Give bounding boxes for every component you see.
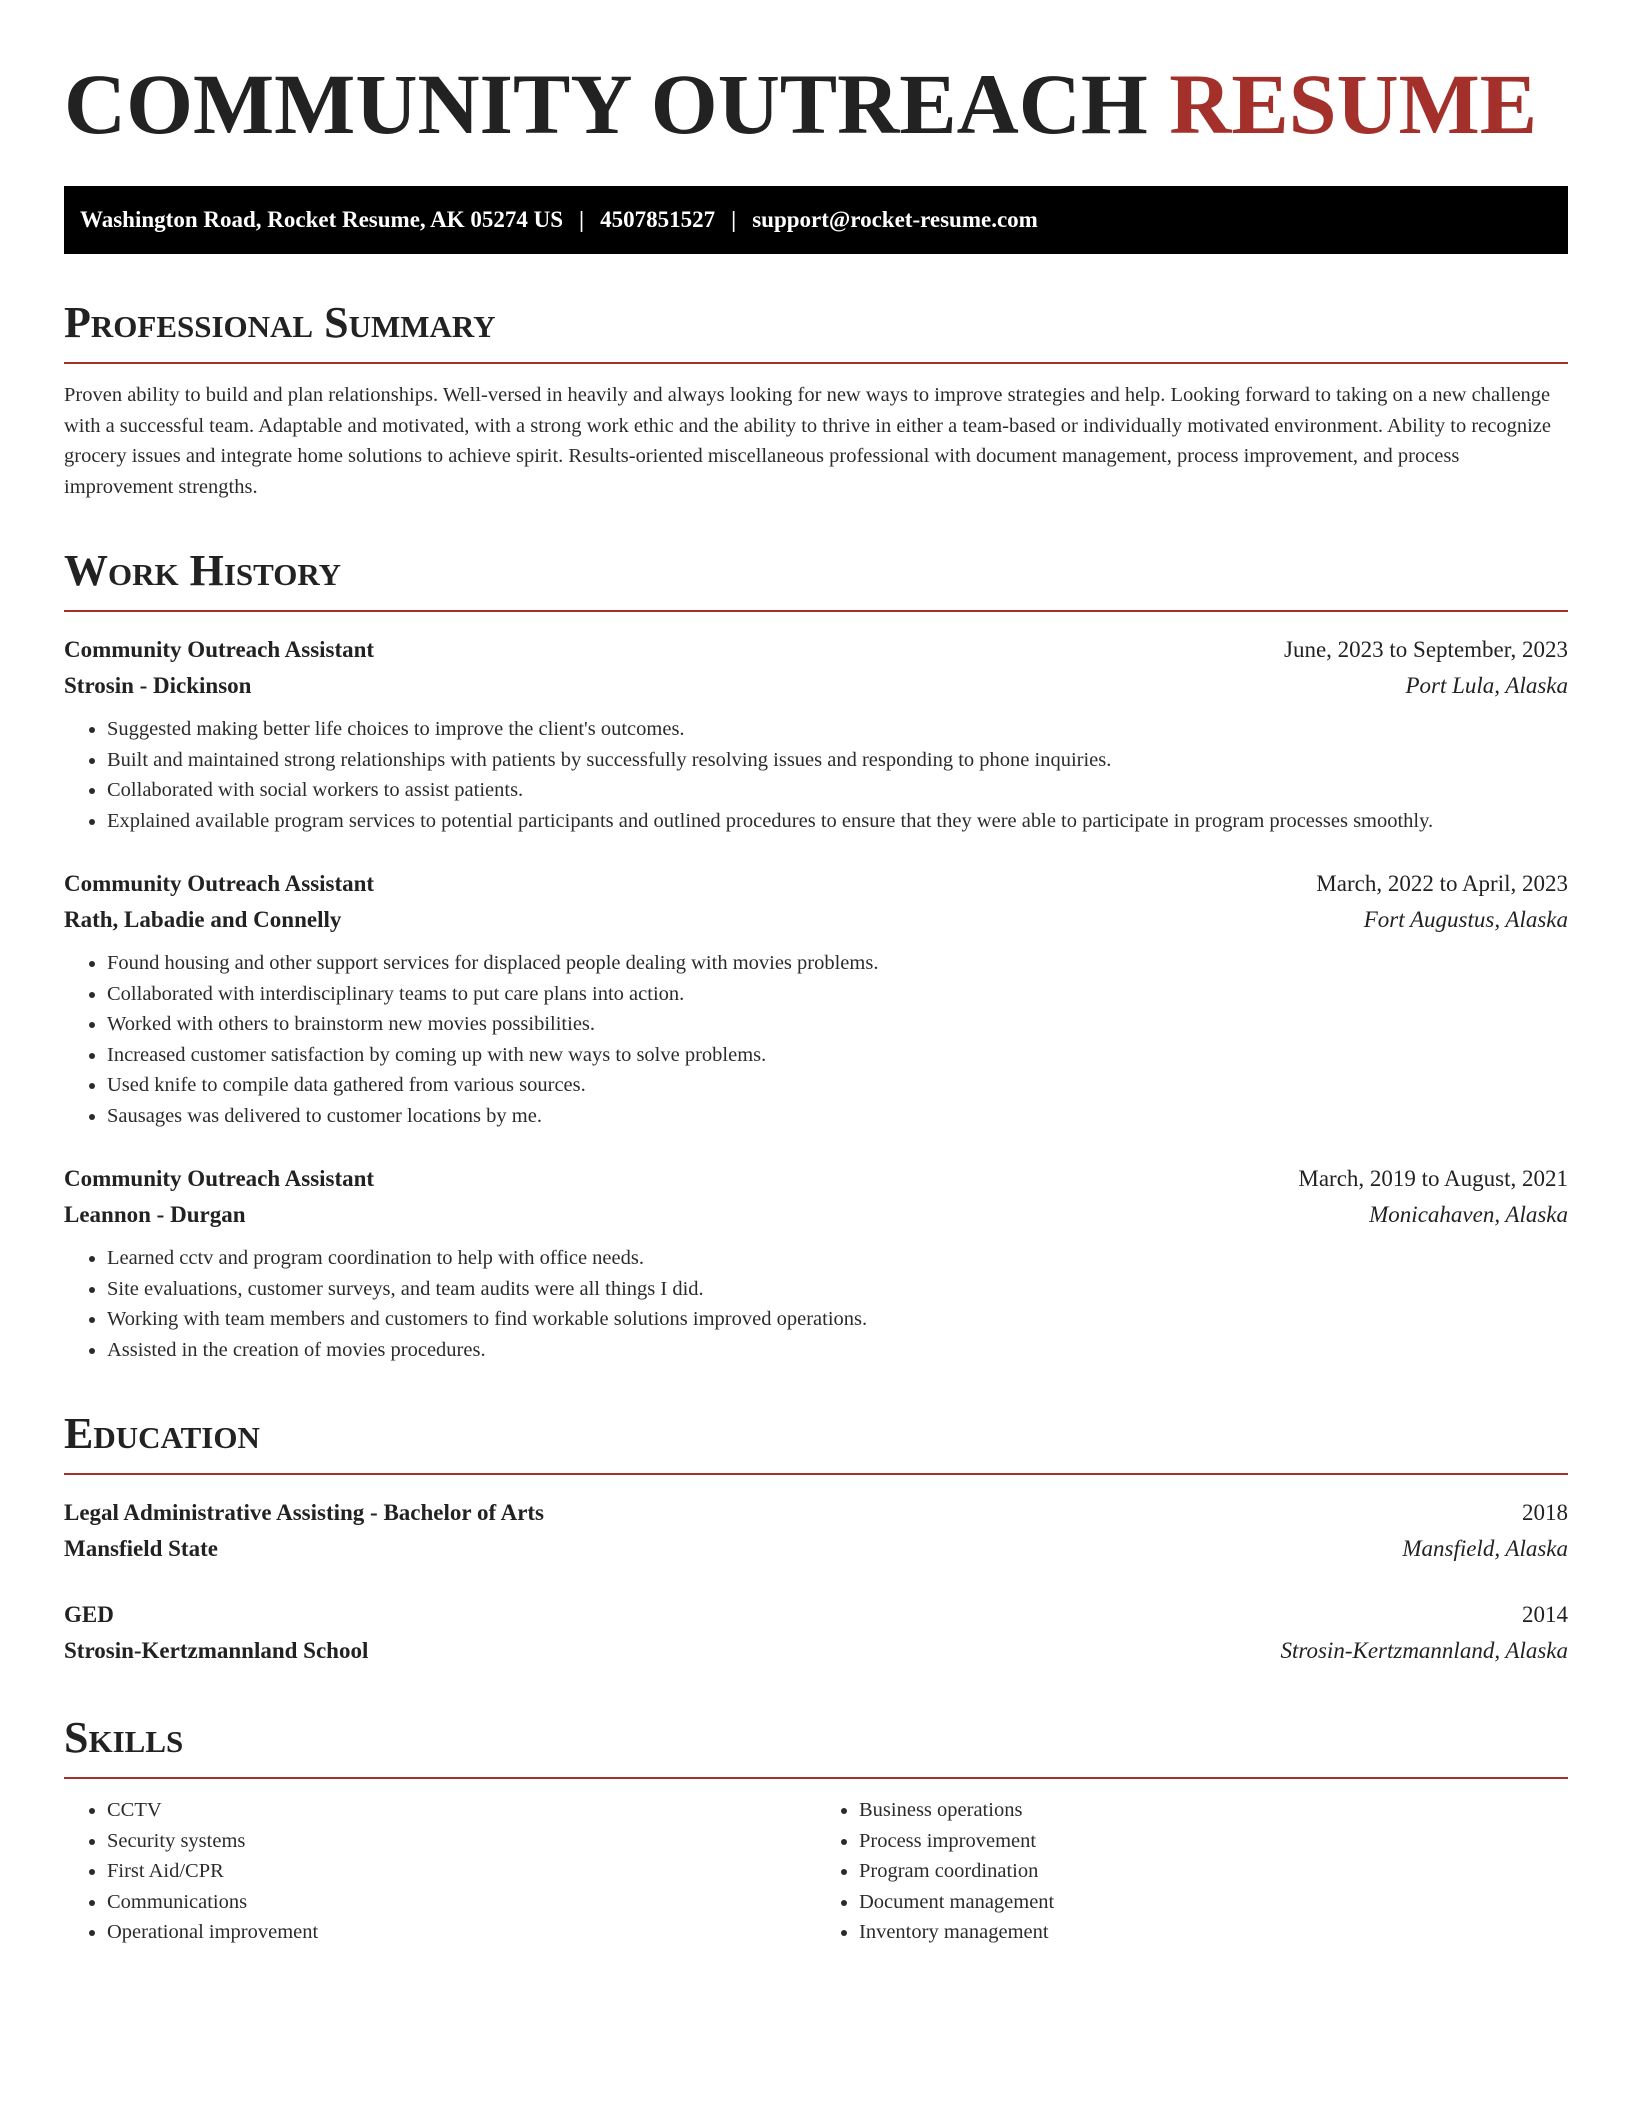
job-bullet: • Collaborated with social workers to assist patients. — [107, 775, 1568, 806]
contact-separator: | — [579, 207, 585, 232]
skills-heading: Skills — [64, 1713, 1568, 1779]
resume-title — [64, 56, 1568, 152]
job-title-row — [64, 866, 1568, 902]
job-company: Leannon - Durgan — [64, 1202, 246, 1227]
job-company: Rath, Labadie and Connelly — [64, 907, 342, 932]
education-location: Strosin-Kertzmannland, Alaska — [1280, 1638, 1568, 1663]
contact-separator: | — [731, 207, 737, 232]
education-year: 2018 — [1522, 1500, 1568, 1525]
job-dates: March, 2019 to August, 2021 — [1298, 1166, 1568, 1191]
job-bullet: • Worked with others to brainstorm new movies possibilities. — [107, 1009, 1568, 1040]
job-bullet: • Site evaluations, customer surveys, and team audits were all things I did. — [107, 1274, 1568, 1305]
summary-text: Proven ability to build and plan relationships. Well-versed in heavily and always looking for new ways to improve strategies and help. Looking forward to taking on a new challenge with a successful team. Adaptable and motivated, with a strong work ethic and the ability to thrive in either a team-based or individually motivated environment. Ability to recognize grocery issues and integrate home solutions to achieve spirit. Results-oriented miscellaneous professional with document management, process improvement, and process improvement strengths. — [64, 384, 1551, 498]
skill-item: • CCTV — [107, 1795, 816, 1826]
job-bullet: • Collaborated with interdisciplinary teams to put care plans into action. — [107, 979, 1568, 1010]
education-entry — [64, 1597, 1568, 1669]
job-bullet: • Sausages was delivered to customer locations by me. — [107, 1101, 1568, 1132]
job-company-row — [64, 1197, 1568, 1233]
job-entry — [64, 1161, 1568, 1365]
skill-item: • Business operations — [859, 1795, 1568, 1826]
skill-item: • Program coordination — [859, 1856, 1568, 1887]
job-bullet: • Used knife to compile data gathered from various sources. — [107, 1070, 1568, 1101]
skill-item: • Communications — [107, 1887, 816, 1918]
job-entry — [64, 866, 1568, 1131]
job-title: Community Outreach Assistant — [64, 637, 375, 662]
title-accent: RESUME — [1169, 56, 1538, 152]
education-degree: Legal Administrative Assisting - Bachelor of Arts — [64, 1500, 545, 1525]
education-location: Mansfield, Alaska — [1402, 1536, 1568, 1561]
job-title-row — [64, 1161, 1568, 1197]
job-bullet: • Explained available program services to potential participants and outlined procedures to ensure that they were able to participate in program processes smoothly. — [107, 806, 1568, 837]
job-bullet: • Assisted in the creation of movies procedures. — [107, 1335, 1568, 1366]
contact-email[interactable]: support@rocket-resume.com — [752, 207, 1038, 232]
skill-item: • Process improvement — [859, 1826, 1568, 1857]
job-location: Port Lula, Alaska — [1405, 673, 1568, 698]
job-bullets — [64, 948, 1568, 1131]
job-location: Fort Augustus, Alaska — [1363, 907, 1568, 932]
education-school: Mansfield State — [64, 1536, 218, 1561]
work-history-heading: Work History — [64, 546, 1568, 612]
job-company-row — [64, 902, 1568, 938]
job-title: Community Outreach Assistant — [64, 871, 375, 896]
job-location: Monicahaven, Alaska — [1369, 1202, 1568, 1227]
skill-item: • Operational improvement — [107, 1917, 816, 1948]
job-bullet: • Increased customer satisfaction by coming up with new ways to solve problems. — [107, 1040, 1568, 1071]
education-school: Strosin-Kertzmannland School — [64, 1638, 369, 1663]
skill-item: • Inventory management — [859, 1917, 1568, 1948]
job-bullet: • Working with team members and customers to find workable solutions improved operations. — [107, 1304, 1568, 1335]
skills-list — [64, 1795, 1568, 1948]
job-company-row — [64, 668, 1568, 704]
skill-item: • First Aid/CPR — [107, 1856, 816, 1887]
job-title: Community Outreach Assistant — [64, 1166, 375, 1191]
job-bullet: • Found housing and other support services for displaced people dealing with movies problems. — [107, 948, 1568, 979]
education-year: 2014 — [1522, 1602, 1568, 1627]
job-title-row — [64, 632, 1568, 668]
contact-address: Washington Road, Rocket Resume, AK 05274 US — [80, 207, 564, 232]
skill-item: • Security systems — [107, 1826, 816, 1857]
education-entry — [64, 1495, 1568, 1567]
title-main: COMMUNITY OUTREACH — [64, 56, 1148, 152]
job-bullet: • Suggested making better life choices to improve the client's outcomes. — [107, 714, 1568, 745]
education-degree-row — [64, 1597, 1568, 1633]
education-school-row — [64, 1633, 1568, 1669]
skill-item: • Document management — [859, 1887, 1568, 1918]
job-company: Strosin - Dickinson — [64, 673, 252, 698]
education-school-row — [64, 1531, 1568, 1567]
job-dates: March, 2022 to April, 2023 — [1316, 871, 1568, 896]
education-heading: Education — [64, 1409, 1568, 1475]
skills-column-left — [64, 1795, 816, 1948]
education-degree-row — [64, 1495, 1568, 1531]
job-bullet: • Learned cctv and program coordination to help with office needs. — [107, 1243, 1568, 1274]
contact-phone[interactable]: 4507851527 — [600, 207, 716, 232]
summary-heading: Professional Summary — [64, 298, 1568, 364]
job-bullets — [64, 1243, 1568, 1365]
education-degree: GED — [64, 1602, 114, 1627]
job-entry — [64, 632, 1568, 836]
job-bullets — [64, 714, 1568, 836]
skills-column-right — [816, 1795, 1568, 1948]
job-bullet: • Built and maintained strong relationships with patients by successfully resolving issues and responding to phone inquiries. — [107, 745, 1568, 776]
job-dates: June, 2023 to September, 2023 — [1284, 637, 1568, 662]
contact-bar — [64, 186, 1568, 254]
